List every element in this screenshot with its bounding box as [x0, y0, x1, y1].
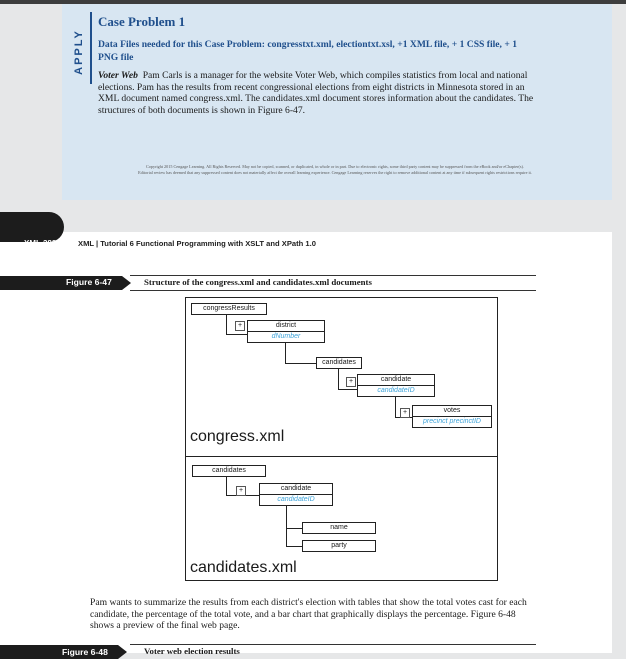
next-figure-caption: Voter web election results [144, 646, 240, 656]
node-candidates-root: candidates [192, 465, 266, 477]
node-candidates: candidates [316, 357, 362, 369]
node-name: name [302, 522, 376, 534]
candidates-doc-label: candidates.xml [190, 559, 297, 576]
diagram-divider [186, 456, 497, 457]
case-problem-title: Case Problem 1 [98, 14, 186, 29]
node-votes: votes precinct precinctID [412, 405, 492, 428]
figure-label-pointer [122, 276, 131, 290]
copyright-line-1: Copyright 2015 Cengage Learning. All Rights Reserved. May not be copied, scanned, or duplicated, in whole or in part. Due to electronic rights, some third party content may be suppressed from the eBook and/or eChapter(s). [146, 164, 524, 169]
node-candidate: candidate candidateID [357, 374, 435, 397]
figure-label: Figure 6-47 [66, 277, 112, 287]
case-intro-paragraph [98, 70, 538, 116]
figure-label-tab [0, 276, 122, 290]
next-figure-label-tab [0, 645, 118, 659]
data-files-line: Data Files needed for this Case Problem: congresstxt.xml, electiontxt.xsl, +1 XML file, + 1 CSS file, + 1 PNG file [98, 39, 518, 63]
copyright-line-2: Editorial review has deemed that any suppressed content does not materially affect the overall learning experience. Cengage Learning reserves the right to remove additional content at any time if subsequent rights restrictions require it. [138, 169, 532, 175]
apply-side-rule [90, 12, 92, 84]
page-number: XML 388 [24, 239, 57, 248]
figure-rule-top [130, 275, 536, 276]
figure-caption: Structure of the congress.xml and candidates.xml documents [144, 277, 372, 287]
expand-icon: + [236, 486, 246, 496]
node-district: district dNumber [247, 320, 325, 343]
connector [286, 528, 302, 547]
copyright-notice [70, 164, 600, 175]
structure-diagram [185, 297, 498, 581]
intro-text: Pam Carls is a manager for the website Voter Web, which compiles statistics from local and national elections. Pam has the results from recent congressional elections from eight districts in Minnesota stored in an XML document named congress.xml. The candidates.xml document stores information about the candidates. The structures of both documents is shown in Figure 6-47. [98, 70, 534, 116]
page-gap [0, 200, 626, 232]
page-number-tab [0, 212, 64, 248]
node-candidate: candidate candidateID [259, 483, 333, 506]
figure-rule-next [130, 644, 536, 645]
intro-lead: Voter Web [98, 70, 138, 81]
next-figure-label: Figure 6-48 [62, 647, 108, 657]
connector [286, 506, 302, 529]
node-party: party [302, 540, 376, 552]
running-head: XML | Tutorial 6 Functional Programming with XSLT and XPath 1.0 [78, 239, 316, 248]
expand-icon: + [346, 377, 356, 387]
apply-side-label: APPLY [73, 29, 85, 75]
next-figure-pointer [118, 645, 127, 659]
expand-icon: + [400, 408, 410, 418]
congress-doc-label: congress.xml [190, 428, 285, 445]
connector [285, 343, 316, 364]
figure-rule [130, 290, 536, 291]
body-paragraph: Pam wants to summarize the results from each district's election with tables that show the total votes cast for each candidate, the percentage of the total vote, and a bar chart that graphically displays the percentage. Figure 6-48 shows a preview of the final web page. [90, 597, 527, 632]
node-congressResults: congressResults [191, 303, 267, 315]
expand-icon: + [235, 321, 245, 331]
